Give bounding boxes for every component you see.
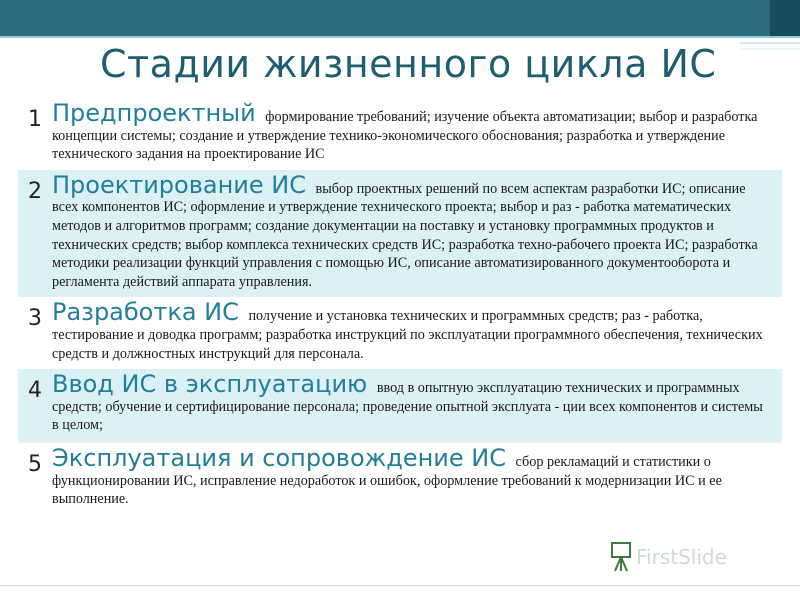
stage-number: 4 — [28, 378, 42, 404]
stage-number: 1 — [28, 107, 42, 132]
stage-row — [18, 369, 782, 441]
stage-row — [18, 98, 782, 170]
presentation-board-icon — [612, 543, 630, 571]
stage-row — [18, 441, 782, 515]
stage-number: 5 — [28, 451, 42, 477]
stage-description: выбор проектных решений по всем аспектам разработки ИС; описание всех компонентов ИС; оформление и утверждение технического проекта; выбор и раз - работка математических методов и алгоритмов программ; создание документации на поставку и установку программных продуктов и технических средств; выбор комплекса технических средств ИС; разработка техно-рабочего проекта ИС; разработка методики реализации функций управления с помощью ИС, описание автоматизированного документооборота и регламента действий аппарата управления. — [52, 180, 758, 290]
stages-list — [18, 98, 782, 515]
stage-description: ввод в опытную эксплуатацию технических и программных средств; обучение и сертифицирование персонала; проведение опытной эксплуата - ции всех компонентов и системы в целом; — [52, 380, 763, 434]
watermark-logo — [610, 540, 770, 574]
stage-description: получение и установка технических и программных средств; раз - работка, тестирование и доводка программ; разработка инструкций по эксплуатации программного обеспечения, технических средств и должностных инструкций для персонала. — [52, 308, 763, 362]
stage-row — [18, 297, 782, 369]
stage-name: Разработка ИС — [52, 298, 239, 327]
svg-text:FirstSlide: FirstSlide — [636, 545, 727, 569]
stage-name: Ввод ИС в эксплуатацию — [52, 370, 368, 399]
decorative-line — [740, 42, 800, 44]
decorative-line — [740, 48, 800, 50]
stage-number: 3 — [28, 306, 42, 332]
stage-number: 2 — [28, 178, 42, 204]
header-divider — [0, 36, 800, 38]
stage-text — [52, 443, 772, 509]
stage-description: сбор рекламаций и статистики о функционировании ИС, исправление недоработок и ошибок, оформление требований к модернизации ИС и ее выполнение. — [52, 453, 722, 508]
stage-text — [52, 370, 772, 435]
header-band-accent — [770, 0, 800, 36]
stage-row — [18, 170, 782, 298]
header-band — [0, 0, 800, 36]
footer-divider — [0, 585, 800, 586]
stage-text — [52, 170, 772, 292]
stage-text — [52, 99, 772, 164]
stage-name: Эксплуатация и сопровождение ИС — [52, 443, 506, 472]
page-title: Стадии жизненного цикла ИС — [100, 42, 717, 86]
stage-name: Предпроектный — [52, 99, 256, 127]
stage-text — [52, 298, 772, 363]
stage-description: формирование требований; изучение объекта автоматизации; выбор и разработка концепции системы; создание и утверждение технико-экономического обоснования; разработка и утверждение технического задания на проектирование ИС — [52, 109, 758, 163]
stage-name: Проектирование ИС — [52, 170, 306, 199]
